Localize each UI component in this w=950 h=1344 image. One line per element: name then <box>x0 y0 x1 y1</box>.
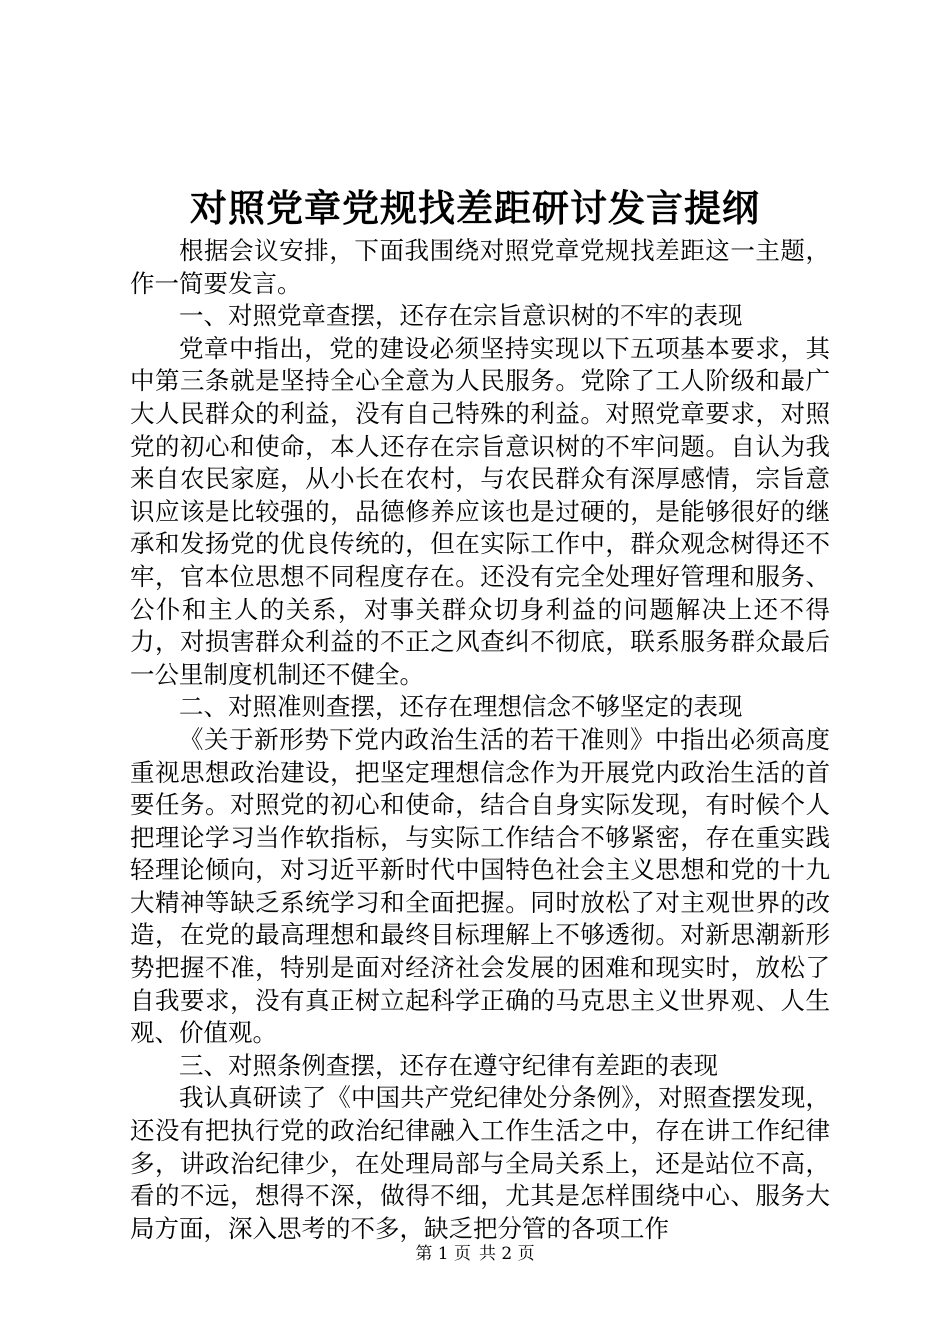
paragraph-intro: 根据会议安排，下面我围绕对照党章党规找差距这一主题，作一简要发言。 <box>130 236 830 298</box>
document-title: 对照党章党规找差距研讨发言提纲 <box>190 186 760 230</box>
page-number-current: 第 1 页 <box>415 1244 471 1264</box>
paragraph-section-2: 《关于新形势下党内政治生活的若干准则》中指出必须高度重视思想政治建设，把坚定理想信念作为开展党内政治生活的首要任务。对照党的初心和使命，结合自身实际发现，有时候个人把理论学习当作软指标，与实际工作结合不够紧密，存在重实践轻理论倾向，对习近平新时代中国特色社会主义思想和党的十九大精神等缺乏系统学习和全面把握。同时放松了对主观世界的改造，在党的最高理想和最终目标理解上不够透彻。对新思潮新形势把握不准，特别是面对经济社会发展的困难和现实时，放松了自我要求，没有真正树立起科学正确的马克思主义世界观、人生观、价值观。 <box>130 724 830 1048</box>
section-heading-1: 一、对照党章查摆，还存在宗旨意识树的不牢的表现 <box>179 301 743 331</box>
paragraph-section-3: 我认真研读了《中国共产党纪律处分条例》，对照查摆发现，还没有把执行党的政治纪律融入工作生活之中，存在讲工作纪律多，讲政治纪律少，在处理局部与全局关系上，还是站位不高，看的不远，想得不深，做得不细，尤其是怎样围绕中心、服务大局方面，深入思考的不多，缺乏把分管的各项工作 <box>130 1083 830 1243</box>
section-heading-2: 二、对照准则查摆，还存在理想信念不够坚定的表现 <box>179 692 743 722</box>
page-number-total: 共 2 页 <box>479 1244 535 1264</box>
paragraph-section-1: 党章中指出，党的建设必须坚持实现以下五项基本要求，其中第三条就是坚持全心全意为人民服务。党除了工人阶级和最广大人民群众的利益，没有自己特殊的利益。对照党章要求，对照党的初心和使命，本人还存在宗旨意识树的不牢问题。自认为我来自农民家庭，从小长在农村，与农民群众有深厚感情，宗旨意识应该是比较强的，品德修养应该也是过硬的，是能够很好的继承和发扬党的优良传统的，但在实际工作中，群众观念树得还不牢，官本位思想不同程度存在。还没有完全处理好管理和服务、公仆和主人的关系，对事关群众切身利益的问题解决上还不得力，对损害群众利益的不正之风查纠不彻底，联系服务群众最后一公里制度机制还不健全。 <box>130 333 830 689</box>
document-body <box>130 235 830 1245</box>
page-footer <box>0 1243 950 1265</box>
section-heading-3: 三、对照条例查摆，还存在遵守纪律有差距的表现 <box>179 1050 718 1080</box>
